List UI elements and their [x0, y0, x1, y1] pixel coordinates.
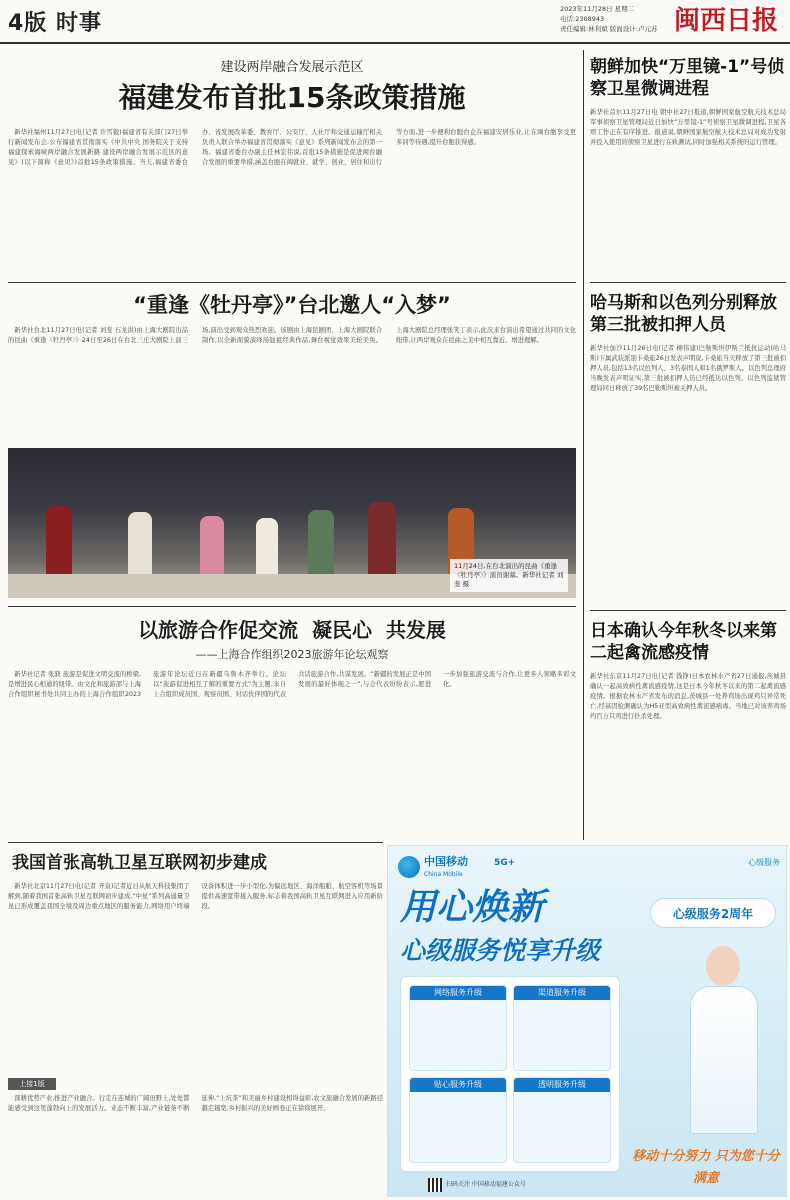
service-panel: [400, 976, 620, 1172]
phone-line: 电话:2308943: [560, 15, 605, 23]
brief-body: 新华社加沙11月26日电(记者 柳伟建)巴勒斯坦伊斯兰抵抗运动(哈马斯)下属武装派别卡桑旅26日发表声明说,卡桑旅当天释放了第三批被扣押人员,包括13名以色列人、3名泰国人和1名俄罗斯人。以色列总理府当晚发表声明证实,第三批被扣押人员已经抵达以色列。以色列监狱管理局同日释放了39名巴勒斯坦被关押人员。: [590, 345, 786, 392]
article-body: [8, 326, 576, 446]
performer-figure: [308, 510, 334, 576]
service-box: [409, 985, 507, 1071]
qr-caption: 扫码关注 中国移动福建公众号: [446, 1181, 526, 1188]
article-headline: “重逢《牡丹亭》”台北邀人“入梦”: [133, 293, 451, 317]
article-body-text: 深耕优势产业,推进产业融合。行走在连城的广阔田野上,处处都能感受到这里蓬勃向上的发展活力。业态不断丰富,产业链条不断延伸,“上坑茶”和美丽乡村建设相得益彰,农文旅融合发展的新路径越走越宽,乡村振兴的美好画卷正在徐徐展开。: [8, 1095, 383, 1112]
performer-figure: [128, 512, 152, 576]
staff-body: [690, 986, 758, 1134]
continued-tag: 上接1版: [8, 1078, 56, 1090]
article-continuation: [8, 1078, 383, 1198]
service-staff-figure: [676, 938, 772, 1134]
china-mobile-advertisement[interactable]: [387, 845, 787, 1197]
brief-body: 新华社东京11月27日电(记者 钱铮)日本农林水产省27日通报,茨城县确认一起高致病性禽流感疫情,这是日本今年秋冬以来的第二起禽流感疫情。根据农林水产省发布的消息,茨城县一处养鸡场出现鸡只异常死亡,经基因检测确认为H5亚型高致病性禽流感病毒。当地已对该养鸡场约百万只鸡进行扑杀处理。: [590, 673, 786, 720]
brief-dprk-satellite: [590, 50, 786, 318]
divider: [590, 282, 786, 283]
article-headline: 以旅游合作促交流 凝民心 共发展: [138, 618, 446, 642]
performer-figure: [256, 518, 278, 576]
performer-figure: [368, 502, 396, 576]
divider: [8, 842, 383, 843]
article-headline: 我国首张高轨卫星互联网初步建成: [12, 853, 267, 873]
brand-name: 中国移动: [424, 855, 468, 868]
divider: [590, 610, 786, 611]
service-box: [513, 985, 611, 1071]
divider: [8, 282, 576, 283]
service-box-title: 透明服务升级: [514, 1078, 610, 1092]
section-title: 时事: [55, 11, 102, 36]
tag-5g: 5G+: [494, 858, 516, 868]
brief-body: 新华社首尔11月27日电 朝中社27日报道,朝鲜国家航空航天技术总局军事侦察卫星管理局近日加快“万里镜-1”号侦察卫星微调进程,卫星各项工作正在有序推进。报道说,朝鲜国家航空航天技术总局对成功发射并投入使用的侦察卫星进行在轨测试,同时加强相关系统的运行管理。: [590, 109, 786, 146]
column-divider: [583, 50, 584, 840]
brand-subname: China Mobile: [424, 871, 463, 878]
service-box-title: 网络服务升级: [410, 986, 506, 1000]
anniversary-badge: [650, 898, 776, 928]
article-subtitle: ——上海合作组织2023旅游年论坛观察: [195, 648, 389, 661]
article-body: [8, 670, 576, 838]
performer-figure: [46, 506, 72, 576]
service-box-title: 贴心服务升级: [410, 1078, 506, 1092]
brief-hamas-release: [590, 286, 786, 608]
article-satellite-internet: [8, 846, 383, 1078]
issue-date: 2023年11月28日 星期二: [560, 5, 635, 13]
staff-head: [706, 946, 740, 986]
page-label: 4版: [8, 11, 48, 36]
article-headline: 福建发布首批15条政策措施: [118, 81, 466, 114]
brand-block: [398, 854, 518, 884]
ad-slogan: 移动十分努力 只为您十分满意: [632, 1149, 780, 1186]
brief-headline: 日本确认今年秋冬以来第二起禽流感疫情: [590, 621, 777, 663]
corner-label: 心级服务: [748, 858, 780, 867]
ad-headline-sub: 心级服务悦享升级: [400, 936, 601, 965]
anniversary-text: 心级服务2周年: [672, 907, 754, 921]
article-body-text: 新华社北京11月27日电(记者 齐泉)记者近日从航天科技集团了解到,随着我国首张高轨卫星互联网初步建成,“中星”系列高通量卫星已形成覆盖我国全境及周边重点地区的服务能力,网络用户终端设备体积进一步小型化,为偏远地区、海洋船舶、航空客机等场景提供高速宽带接入服务,标志着我国高轨卫星互联网进入应用新阶段。: [8, 883, 383, 910]
page-number: [8, 6, 102, 37]
article-sco-tourism: [8, 610, 576, 842]
brief-headline: 朝鲜加快“万里镜-1”号侦察卫星微调进程: [590, 57, 785, 99]
stage-photo: [8, 448, 576, 598]
service-box-title: 渠道服务升级: [514, 986, 610, 1000]
ad-headline-main: 用心焕新: [400, 887, 545, 928]
article-fujian-policy: [8, 50, 576, 318]
performer-figure: [200, 516, 224, 576]
photo-caption: 11月24日,在台北演出的昆曲《重逢〈牡丹亭〉》演员谢幕。新华社记者 刘斐 摄: [450, 559, 568, 592]
article-peony-pavilion: [8, 286, 576, 604]
service-box: [409, 1077, 507, 1163]
masthead: [0, 0, 790, 44]
article-body: [8, 1094, 383, 1196]
divider: [8, 606, 576, 607]
qr-code-icon[interactable]: [428, 1178, 442, 1192]
china-mobile-logo-icon: [398, 856, 420, 878]
article-body: [8, 882, 383, 1032]
service-box: [513, 1077, 611, 1163]
newspaper-logo: 闽西日报: [673, 6, 778, 36]
article-body-text: 新华社台北11月27日电(记者 刘斐 石龙洪)由上海大剧院出品的昆曲《重逢〈牡丹亭〉》24日至26日在台北三庄大剧院上演三场,演出受到观众热烈欢迎。该剧由上海昆剧团、上海大剧院联合制作,以全新面貌演绎汤显祖经典作品,舞台视觉效果美轮美奂。上海大剧院总经理张笑丁表示,此次来台演出希望通过共同的文化纽带,让两岸观众在昆曲之美中相互靠近、增进理解。: [8, 327, 576, 344]
article-body-text: 新华社记者 张骁 旅游是促进文明交流的桥梁,是增进民心相通的纽带。由文化和旅游部与上海合作组织秘书处共同主办的上海合作组织2023旅游年论坛近日在新疆乌鲁木齐举行。论坛以“旅游促进相互了解的重要方式”为主题,来自上合组织成员国、观察员国、对话伙伴国的代表共话旅游合作,共谋发展。“新疆的发展正是中国发展的最好体现之一”,与会代表纷纷表示,愿进一步加强旅游交流与合作,让更多人领略多彩文化。: [8, 671, 576, 698]
editor-credits: 责任编辑:林利斌 版面设计:卢元苏: [560, 25, 658, 33]
article-kicker: 建设两岸融合发展示范区: [220, 60, 364, 74]
masthead-meta: [560, 4, 660, 34]
article-body-text: 新华社福州11月27日电(记者 许雪毅)福建省有关部门27日举行新闻发布会,公布福建省贯彻落实《中共中央 国务院关于支持福建探索海峡两岸融合发展新路 建设两岸融合发展示范区的意见》(以下简称《意见》)首批15条政策措施。当天,福建省委台办、省发展改革委、教育厅、公安厅、人社厅和交通运输厅相关负责人联合举办福建省贯彻落实《意见》系列新闻发布会的第一场。福建省委台办副主任林宏伟说,首批15条措施是促进闽台融合发展的重要举措,涵盖台胞在闽就业、就学、创业、居住和出行等方面,进一步便利台胞台企在福建安居乐业,让在闽台胞享受更多同等待遇,提升台胞获得感。: [8, 129, 576, 166]
brief-headline: 哈马斯和以色列分别释放第三批被扣押人员: [590, 293, 777, 335]
brief-japan-bird-flu: [590, 614, 786, 842]
